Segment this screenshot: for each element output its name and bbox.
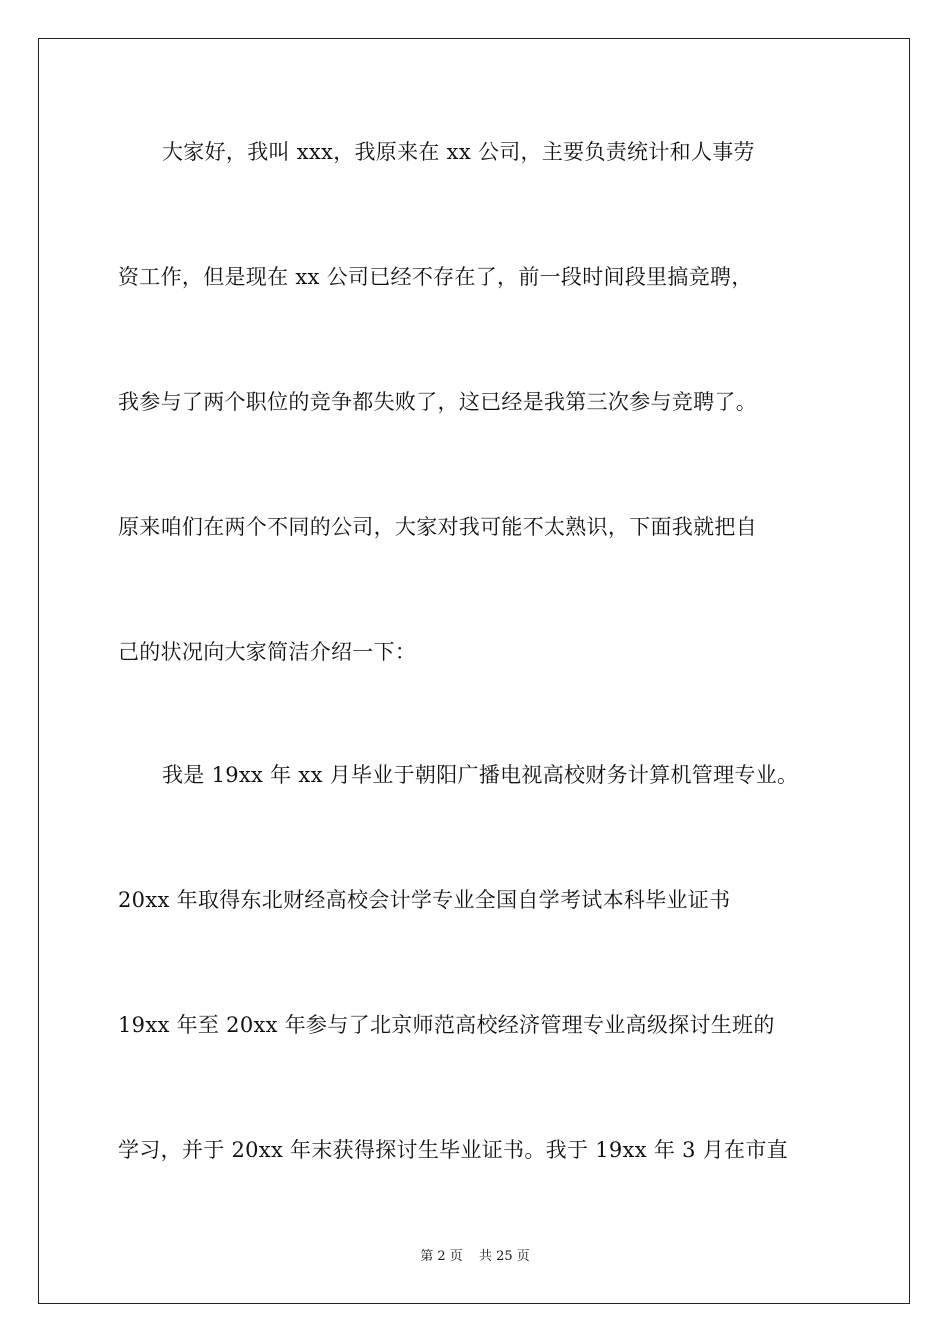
paragraph-1-line-1: 大家好，我叫 xxx，我原来在 xx 公司，主要负责统计和人事劳: [162, 140, 755, 164]
paragraph-1-line-3: 我参与了两个职位的竞争都失败了，这已经是我第三次参与竞聘了。: [118, 390, 757, 414]
paragraph-1-line-2: 资工作，但是现在 xx 公司已经不存在了，前一段时间段里搞竞聘，: [118, 265, 753, 289]
paragraph-1-line-5: 己的状况向大家简洁介绍一下：: [118, 640, 417, 664]
paragraph-1-line-4: 原来咱们在两个不同的公司，大家对我可能不太熟识，下面我就把自: [118, 515, 757, 539]
paragraph-2-line-2: 20xx 年取得东北财经高校会计学专业全国自学考试本科毕业证书: [118, 888, 731, 912]
paragraph-2-line-3: 19xx 年至 20xx 年参与了北京师范高校经济管理专业高级探讨生班的: [118, 1013, 775, 1037]
page-border: [38, 38, 910, 1304]
page-number: 第 2 页: [420, 1249, 463, 1264]
paragraph-2-line-1: 我是 19xx 年 xx 月毕业于朝阳广播电视高校财务计算机管理专业。: [162, 763, 799, 787]
page-total: 共 25 页: [478, 1249, 530, 1264]
page-footer: [0, 1248, 950, 1266]
paragraph-2-line-4: 学习，并于 20xx 年末获得探讨生毕业证书。我于 19xx 年 3 月在市直: [118, 1138, 788, 1162]
